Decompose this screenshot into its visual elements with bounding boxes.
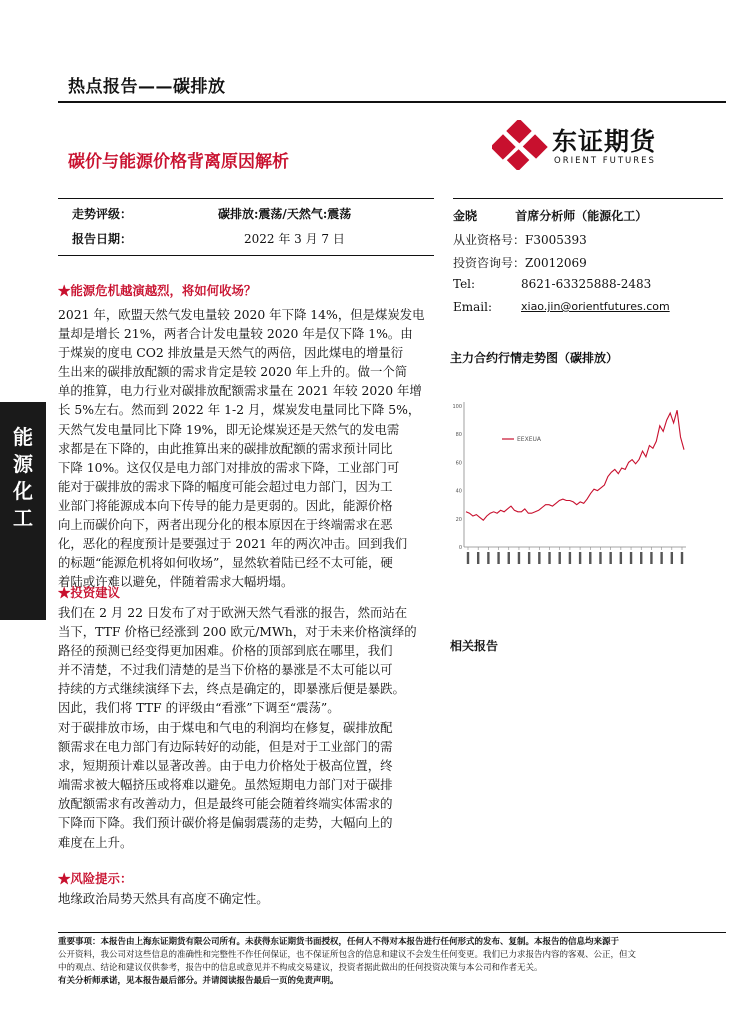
price-chart	[452, 372, 722, 590]
related-reports-heading: 相关报告	[450, 639, 499, 653]
disclaimer-line: 有关分析师承诺，见本报告最后部分。并请阅读报告最后一页的免责声明。	[58, 976, 339, 986]
investment-paragraph-1	[58, 603, 434, 718]
x-tick-label	[497, 552, 499, 564]
footer-rule	[58, 932, 726, 933]
x-tick-label	[599, 552, 601, 564]
series-line-eexeua	[466, 410, 684, 520]
x-tick-label	[518, 552, 520, 564]
chart-heading: 主力合约行情走势图（碳排放）	[450, 351, 619, 365]
header-divider	[58, 101, 726, 103]
x-tick-label	[640, 552, 642, 564]
qualification-row	[453, 231, 733, 248]
rating-bottom-rule	[58, 255, 434, 256]
body-line: 生出来的碳排放配额的需求肯定是较 2020 年上升的。做一个简	[58, 364, 408, 380]
x-tick-label	[528, 552, 530, 564]
body-line: 并不清楚，不过我们清楚的是当下价格的暴涨是不太可能以可	[58, 662, 393, 678]
date-value: 2022 年 3 月 7 日	[244, 232, 345, 246]
logo-mark-icon	[492, 120, 548, 170]
logo-chinese-name: 东证期货	[552, 127, 657, 156]
body-line: 因此，我们将 TTF 的评级由“看涨”下调至“震荡”。	[58, 700, 340, 716]
tel-row	[453, 277, 733, 291]
analyst-name-row	[453, 207, 733, 224]
x-tick-label	[681, 552, 683, 564]
rating-top-rule	[58, 198, 434, 199]
body-line: 对于碳排放市场，由于煤电和气电的利润均在修复，碳排放配	[58, 720, 393, 735]
x-tick-label	[559, 552, 561, 564]
y-tick-label: 40	[455, 488, 462, 495]
y-tick-label: 20	[455, 516, 462, 523]
x-tick-label	[467, 552, 469, 564]
x-tick-label	[487, 552, 489, 564]
analyst-title: 首席分析师（能源化工）	[515, 209, 648, 223]
body-line: 我们在 2 月 22 日发布了对于欧洲天然气看涨的报告，然而站在	[58, 605, 408, 620]
body-line: 放配额需求有改善动力，但是最终可能会随着终端实体需求的	[58, 796, 393, 812]
body-line: 2021 年，欧盟天然气发电量较 2020 年下降 14%，但是煤炭发电	[58, 307, 425, 322]
disclaimer-line: 重要事项：本报告由上海东证期货有限公司所有。未获得东证期货书面授权，任何人不得对本报告进行任何形式的发布、复制。本报告的信息均来源于	[58, 937, 620, 947]
email-link[interactable]: xiao.jin@orientfutures.com	[521, 300, 670, 313]
sidebar-char: 能	[13, 425, 33, 449]
body-line: 难度在上升。	[58, 834, 133, 850]
email-label: Email:	[453, 300, 493, 314]
section-energy-crisis-heading: ★能源危机越演越烈，将如何收场？	[58, 283, 257, 298]
disclaimer-line: 中的观点、结论和建议仅供参考，报告中的信息或意见并不构成交易建议，投资者据此做出的任何投资决策与本公司和作者无关。	[58, 963, 543, 973]
qualification-value: F3005393	[525, 233, 587, 247]
body-line: 天然气发电量同比下降 19%，即无论煤炭还是天然气的发电需	[58, 421, 400, 437]
body-line: 着陆或许难以避免，伴随着需求大幅坍塌。	[58, 574, 294, 590]
body-line: 路径的预测已经变得更加困难。价格的顶部到底在哪里，我们	[58, 643, 393, 659]
body-line: 能对于碳排放的需求下降的幅度可能会超过电力部门，因为工	[58, 478, 393, 494]
y-tick-label: 100	[452, 404, 462, 410]
body-line: 化，恶化的程度预计是要强过于 2021 年的两次冲击。回到我们	[58, 536, 408, 552]
body-line: 求，短期预计难以显著改善。由于电力价格处于极高位置，终	[58, 758, 393, 774]
body-line: 长 5%左右。然而到 2022 年 1-2 月，煤炭发电量同比下降 5%，	[58, 402, 421, 418]
consult-value: Z0012069	[525, 256, 587, 270]
sidebar-char: 源	[13, 452, 33, 476]
body-line: 额需求在电力部门有边际转好的动能，但是对于工业部门的需	[58, 739, 393, 755]
risk-text: 地缘政治局势天然具有高度不确定性。	[58, 891, 269, 906]
body-line: 下降而下降。我们预计碳价将是偏弱震荡的走势，大幅向上的	[58, 815, 393, 831]
consult-row	[453, 254, 733, 271]
logo-english-name: ORIENT FUTURES	[554, 156, 656, 166]
x-tick-label	[630, 552, 632, 564]
trend-label: 走势评级：	[72, 207, 133, 221]
section-investment-heading: ★投资建议	[58, 585, 120, 600]
analyst-name: 金晓	[453, 209, 478, 223]
price-chart-svg	[452, 372, 722, 590]
analyst-top-rule	[453, 198, 723, 199]
x-tick-label	[548, 552, 550, 564]
body-line: 向上而碳价向下，两者出现分化的根本原因在于终端需求在恶	[58, 517, 393, 533]
x-tick-label	[671, 552, 673, 564]
section-risk-heading: ★风险提示：	[58, 871, 133, 886]
x-tick-label	[620, 552, 622, 564]
x-tick-label	[569, 552, 571, 564]
trend-value: 碳排放:震荡/天然气:震荡	[218, 207, 352, 221]
qualification-label: 从业资格号：	[453, 233, 526, 247]
body-line: 于煤炭的度电 CO2 排放量是天然气的两倍，因此煤电的增量衍	[58, 345, 404, 361]
y-tick-label: 80	[455, 432, 462, 439]
consult-label: 投资咨询号：	[453, 256, 526, 270]
x-tick-label	[579, 552, 581, 564]
tel-label: Tel:	[453, 277, 476, 291]
company-logo	[492, 120, 662, 170]
sidebar-char: 工	[13, 506, 33, 530]
legend-label: EEXEUA	[517, 436, 541, 443]
body-line: 量却是增长 21%，两者合计发电量较 2020 年是仅下降 1%。由	[58, 326, 413, 342]
x-tick-label	[660, 552, 662, 564]
investment-paragraph-2	[58, 718, 434, 852]
tel-value: 8621-63325888-2483	[521, 277, 652, 291]
x-tick-label	[508, 552, 510, 564]
y-tick-label: 60	[455, 460, 462, 467]
email-row	[453, 300, 733, 314]
y-tick-label: 0	[458, 545, 462, 551]
body-line: 当下，TTF 价格已经涨到 200 欧元/MWh，对于未来价格演绎的	[58, 624, 417, 640]
disclaimer-line: 公开资料，我公司对这些信息的准确性和完整性不作任何保证，也不保证所包含的信息和建议不会发生任何变更。我们已力求报告内容的客观、公正，但文	[58, 950, 637, 960]
x-tick-label	[477, 552, 479, 564]
body-line: 业部门将能源成本向下传导的能力是更弱的。因此，能源价格	[58, 497, 393, 513]
x-tick-label	[650, 552, 652, 564]
disclaimer	[58, 936, 726, 988]
x-tick-label	[589, 552, 591, 564]
report-title: 碳价与能源价格背离原因解析	[68, 152, 289, 172]
body-line: 端需求被大幅挤压或将难以避免。虽然短期电力部门对于碳排	[58, 777, 393, 793]
section-energy-crisis-body	[58, 305, 434, 591]
body-line: 持续的方式继续演绎下去，终点是确定的，即暴涨后便是暴跌。	[58, 681, 405, 697]
sidebar-char: 化	[13, 479, 33, 503]
body-line: 单的推算，电力行业对碳排放配额需求量在 2021 年较 2020 年增	[58, 383, 422, 399]
sector-sidebar	[0, 402, 46, 620]
x-tick-label	[538, 552, 540, 564]
x-tick-label	[609, 552, 611, 564]
date-label: 报告日期：	[72, 232, 133, 246]
report-type: 热点报告——碳排放	[68, 77, 226, 97]
body-line: 下降 10%。这仅仅是电力部门对排放的需求下降，工业部门可	[58, 459, 400, 475]
body-line: 求都是在下降的，由此推算出来的碳排放配额的需求预计同比	[58, 440, 393, 456]
body-line: 的标题“能源危机将如何收场”，显然软着陆已经不太可能，硬	[58, 555, 393, 571]
